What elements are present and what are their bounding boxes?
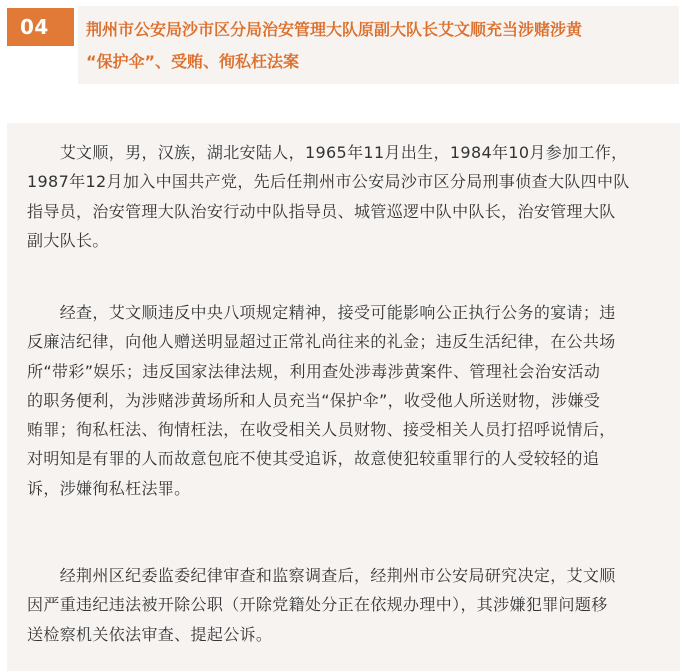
text-line: 所“带彩”娱乐；违反国家法律法规，利用查处涉毒涉黄案件、管理社会治安活动 bbox=[27, 361, 601, 381]
case-title-line: “保护伞”、受贿、徇私枉法案 bbox=[86, 52, 300, 71]
article-paragraph-2 bbox=[27, 298, 667, 503]
case-title bbox=[86, 14, 678, 78]
text-line: 对明知是有罪的人而故意包庇不使其受追诉，故意使犯较重罪行的人受较轻的追 bbox=[27, 449, 600, 469]
text-line: 反廉洁纪律，向他人赠送明显超过正常礼尚往来的礼金；违反生活纪律，在公共场 bbox=[27, 332, 616, 352]
case-title-panel bbox=[78, 6, 679, 84]
text-line: 副大队长。 bbox=[27, 230, 109, 250]
text-line: 艾文顺，男，汉族，湖北安陆人，1965年11月出生，1984年10月参加工作， bbox=[27, 143, 628, 162]
text-line: 的职务便利，为涉赌涉黄场所和人员充当“保护伞”，收受他人所送财物，涉嫌受 bbox=[27, 390, 601, 410]
text-line: 因严重违纪违法被开除公职（开除党籍处分正在依规办理中），其涉嫌犯罪问题移 bbox=[27, 595, 608, 615]
case-title-line: 荆州市公安局沙市区分局治安管理大队原副大队长艾文顺充当涉赌涉黄 bbox=[86, 20, 583, 39]
article-body bbox=[7, 123, 680, 671]
article-paragraph-1 bbox=[27, 138, 667, 255]
text-line: 1987年12月加入中国共产党，先后任荆州市公安局沙市区分局刑事侦查大队四中队 bbox=[27, 172, 630, 192]
text-line: 经荆州区纪委监委纪律审查和监察调查后，经荆州市公安局研究决定，艾文顺 bbox=[27, 566, 616, 585]
text-line: 诉，涉嫌徇私枉法罪。 bbox=[27, 478, 191, 498]
text-line: 经查，艾文顺违反中央八项规定精神，接受可能影响公正执行公务的宴请；违 bbox=[27, 303, 616, 322]
case-number-badge: 04 bbox=[7, 8, 74, 46]
text-line: 贿罪；徇私枉法、徇情枉法，在收受相关人员财物、接受相关人员打招呼说情后， bbox=[27, 420, 616, 440]
case-header bbox=[7, 6, 679, 86]
article-paragraph-3 bbox=[27, 561, 667, 649]
text-line: 指导员，治安管理大队治安行动中队指导员、城管巡逻中队中队长，治安管理大队 bbox=[27, 201, 616, 221]
text-line: 送检察机关依法审查、提起公诉。 bbox=[27, 624, 273, 644]
